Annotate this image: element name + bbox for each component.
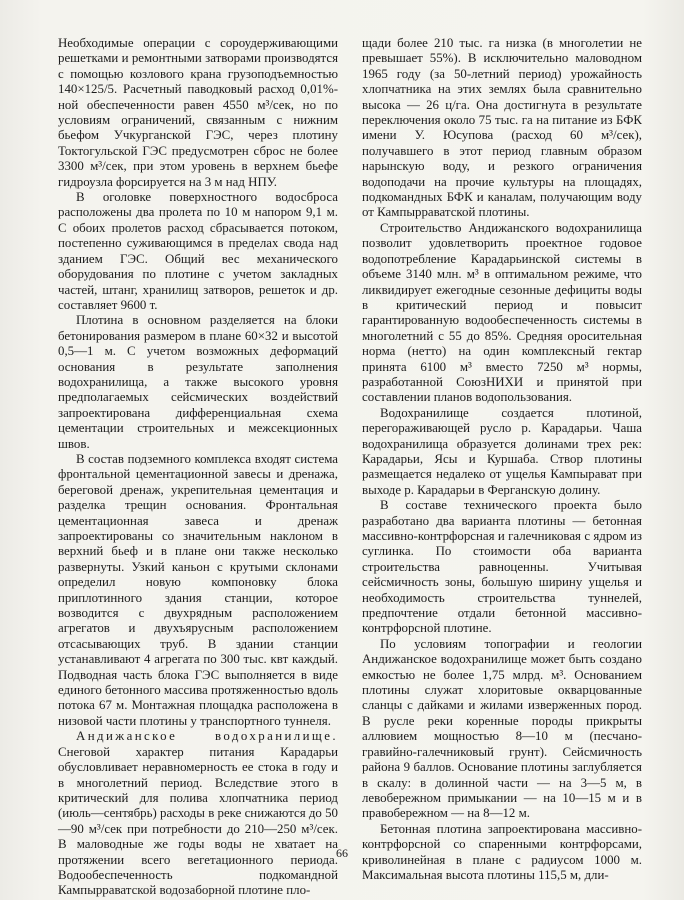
paragraph-text: Снеговой характер питания Карадарьи обусловливает неравномерность ее стока в году и в многолетний период. Вследствие этого в критический для полива хлопчатника период (июль—сентябрь) расходы в реке снижаются до 50—90 м³/сек при потребности до 210—250 м³/сек. В маловодные же годы воды не хватает на протяжении всего вегетационного периода. Водообеспеченность подкомандной Кампырраватской водозаборной плотине пло-: [58, 744, 338, 898]
paragraph: Строительство Андижанского водохранилища позволит удовлетворить проектное годовое водопотребление Карадарьинской системы в объеме 3140 млн. м³ в оптимальном режиме, что ликвидирует ежегодные сезонные дефициты воды в критический период и повысит гарантированную водообеспеченность системы в многолетний с 55 до 85%. Средняя оросительная норма (нетто) на один комплексный гектар принята 6100 м³ вместо 7250 м³ нормы, разработанной СоюзНИХИ и принятой при составлении планов водопользования.: [362, 220, 642, 405]
section-heading: Андижанское водохранилище.: [76, 729, 338, 744]
right-column: [362, 36, 642, 883]
paragraph: Водохранилище создается плотиной, перегораживающей русло р. Карадарьи. Чаша водохранилища образуется долинами трех рек: Карадарьи, Ясы и Куршаба. Створ плотины размещается недалеко от ущелья Кампырават при выходе р. Карадарьи в Ферганскую долину.: [362, 405, 642, 497]
left-column: [58, 36, 338, 899]
paragraph: По условиям топографии и геологии Андижанское водохранилище может быть создано емкостью не более 1,75 млрд. м³. Основанием плотины служат хлоритовые окварцованные сланцы с дайками и жилами изверженных пород. В русле реки коренные породы прикрыты аллювием мощностью 8—10 м (песчано-гравийно-галечниковый грунт). Сейсмичность района 9 баллов. Основание плотины заглубляется в скалу: в долинной части — на 3—5 м, в левобережном примыкании — на 10—15 м и в правобережном — на 8—12 м.: [362, 636, 642, 821]
paragraph: В оголовке поверхностного водосброса расположены два пролета по 10 м напором 9,1 м. С обоих пролетов расход сбрасывается потоком, постепенно суживающимся в пределах свода над зданием ГЭС. Общий вес механического оборудования по плотине с учетом закладных частей, штанг, хранилищ затворов, решеток и др. составляет 9600 т.: [58, 190, 338, 312]
paragraph: Необходимые операции с сороудерживающими решетками и ремонтными затворами производятся с помощью козлового крана грузоподъемностью 140×125/5. Расчетный паводковый расход 0,01%-ной обеспеченности равен 4550 м³/сек, но по условиям ограничений, связанным с нижним бьефом Учкурганской ГЭС, через плотину Токтогульской ГЭС предусмотрен сброс не более 3300 м³/сек, при этом уровень в верхнем бьефе гидроузла форсируется на 3 м над НПУ.: [58, 36, 338, 189]
paragraph: [58, 729, 338, 898]
paragraph: Плотина в основном разделяется на блоки бетонирования размером в плане 60×32 и высотой 0,5—1 м. С учетом возможных деформаций основания в результате заполнения водохранилища, а также высокого уровня предполагаемых сейсмических воздействий запроектирована дифференциальная схема цементации строительных и межсекционных швов.: [58, 313, 338, 451]
paragraph: щади более 210 тыс. га низка (в многолетии не превышает 55%). В исключительно маловодном 1965 году (за 50-летний период) урожайность хлопчатника на этих землях была сравнительно высока — 26 ц/га. Она достигнута в результате переключения около 75 тыс. га на питание из БФК имени У. Юсупова (расход 60 м³/сек), получавшего в этот период главным образом нарынскую воду, и резкого ограничения водоподачи на прочие культуры на площадях, подкомандных БФК и каналам, получающим воду от Кампырраватской плотины.: [362, 36, 642, 220]
paragraph: В составе технического проекта было разработано два варианта плотины — бетонная массивно-контрфорсная и галечниковая с ядром из суглинка. По стоимости оба варианта строительства равноценны. Учитывая сейсмичность зоны, большую ширину ущелья и необходимость строительства туннелей, предпочтение отдали бетонной массивно-контрфорсной плотине.: [362, 498, 642, 636]
paragraph: Бетонная плотина запроектирована массивно-контрфорсной со спаренными контрфорсами, криволинейная в плане с радиусом 1000 м. Максимальная высота плотины 115,5 м, дли-: [362, 821, 642, 882]
paragraph: В состав подземного комплекса входят система фронтальной цементационной завесы и дренажа, береговой дренаж, укрепительная цементация и разделка трещин основания. Фронтальная цементационная завеса и дренаж запроектированы со значительным наклоном в верхний бьеф и в плане они также несколько развернуты. Узкий каньон с крутыми склонами определил новую компоновку блока приплотинного здания станции, которое возводится с двухрядным расположением агрегатов и двухъярусным расположением отсасывающих труб. В здании станции устанавливают 4 агрегата по 300 тыс. квт каждый. Подводная часть блока ГЭС выполняется в виде единого бетонного массива протяженностью вдоль потока 67 м. Монтажная площадка расположена в низовой части плотины у транспортного туннеля.: [58, 451, 338, 728]
page-number: 66: [336, 846, 348, 860]
